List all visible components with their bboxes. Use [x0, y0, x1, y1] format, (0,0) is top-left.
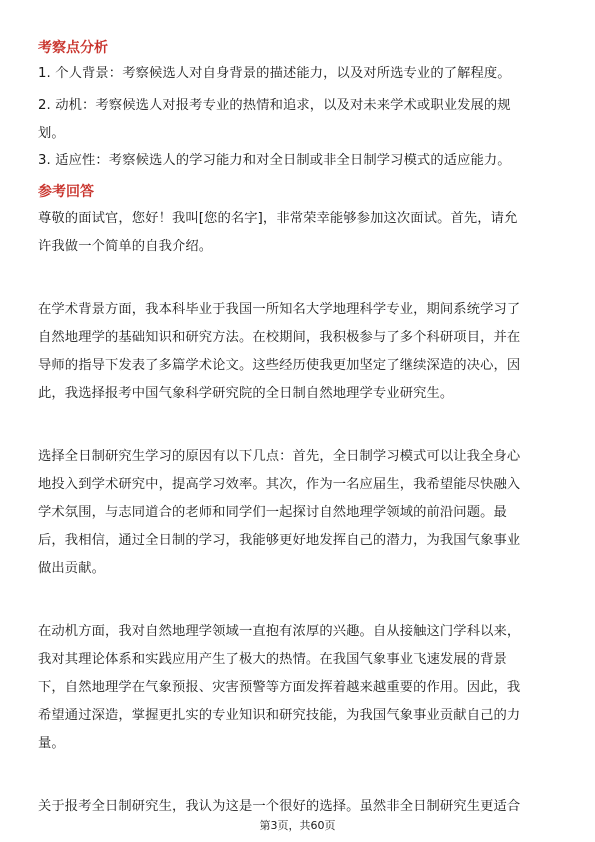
answer-line: 此，我选择报考中国气象科学研究院的全日制自然地理学专业研究生。	[38, 386, 454, 401]
answer-line: 希望通过深造，掌握更扎实的专业知识和研究技能，为我国气象事业贡献自己的力	[38, 708, 521, 723]
answer-line: 我对其理论体系和实践应用产生了极大的热情。在我国气象事业飞速发展的背景	[38, 652, 507, 667]
analysis-item: 划。	[38, 126, 65, 141]
analysis-item: 1. 个人背景：考察候选人对自身背景的描述能力，以及对所选专业的了解程度。	[38, 66, 511, 81]
answer-line: 地投入到学术研究中，提高学习效率。其次，作为一名应届生，我希望能尽快融入	[38, 477, 521, 492]
analysis-item: 2. 动机：考察候选人对报考专业的热情和追求，以及对未来学术或职业发展的规	[38, 98, 511, 113]
answer-line: 量。	[38, 736, 65, 751]
answer-line: 学术氛围，与志同道合的老师和同学们一起探讨自然地理学领域的前沿问题。最	[38, 505, 507, 520]
answer-line: 选择全日制研究生学习的原因有以下几点：首先，全日制学习模式可以让我全身心	[38, 449, 521, 464]
answer-line: 自然地理学的基础知识和研究方法。在校期间，我积极参与了多个科研项目，并在	[38, 330, 521, 345]
answer-heading: 参考回答	[38, 184, 94, 200]
answer-line: 尊敬的面试官，您好！我叫[您的名字]，非常荣幸能够参加这次面试。首先，请允	[38, 211, 518, 226]
answer-line: 在动机方面，我对自然地理学领域一直抱有浓厚的兴趣。自从接触这门学科以来，	[38, 624, 521, 639]
answer-line: 关于报考全日制研究生，我认为这是一个很好的选择。虽然非全日制研究生更适合	[38, 799, 521, 814]
answer-line: 下，自然地理学在气象预报、灾害预警等方面发挥着越来越重要的作用。因此，我	[38, 680, 521, 695]
answer-line: 做出贡献。	[38, 561, 105, 576]
answer-line: 许我做一个简单的自我介绍。	[38, 239, 213, 254]
answer-line: 导师的指导下发表了多篇学术论文。这些经历使我更加坚定了继续深造的决心，因	[38, 358, 521, 373]
analysis-heading: 考察点分析	[38, 40, 108, 56]
page-number: 第3页，共60页	[259, 819, 336, 832]
analysis-item: 3. 适应性：考察候选人的学习能力和对全日制或非全日制学习模式的适应能力。	[38, 153, 511, 168]
answer-line: 后，我相信，通过全日制的学习，我能够更好地发挥自己的潜力，为我国气象事业	[38, 533, 521, 548]
answer-line: 在学术背景方面，我本科毕业于我国一所知名大学地理科学专业，期间系统学习了	[38, 302, 521, 317]
